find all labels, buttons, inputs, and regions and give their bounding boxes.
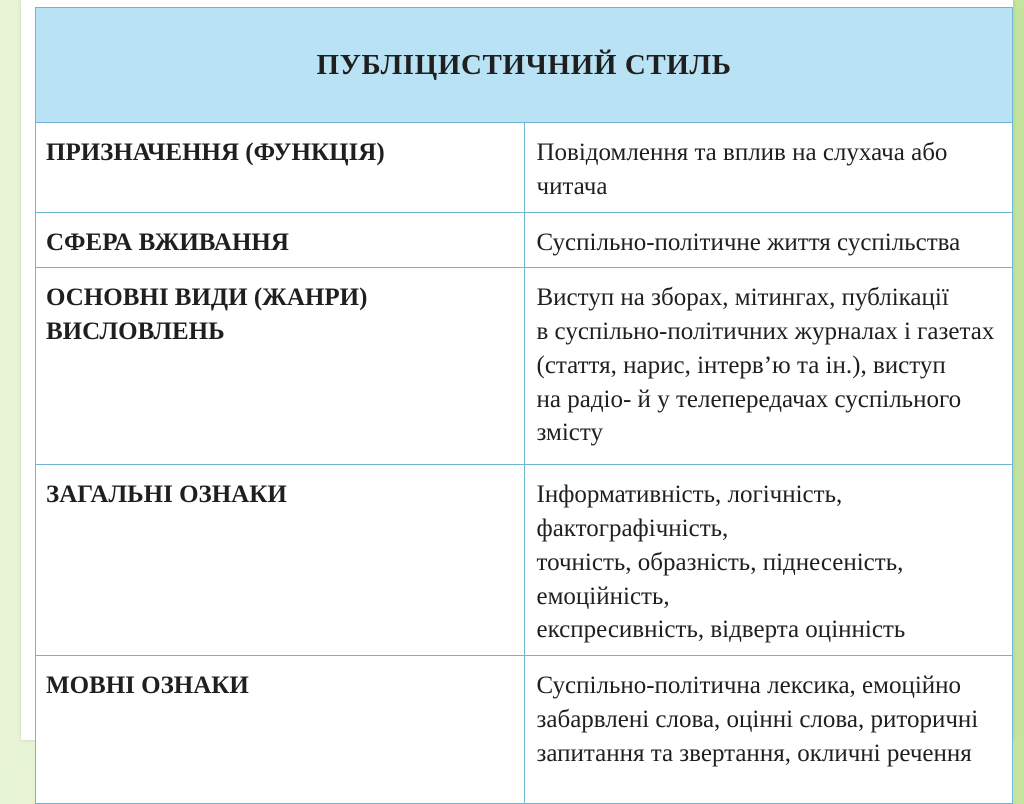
table-row-language-features: [36, 656, 1013, 804]
row-label-general-features: ЗАГАЛЬНІ ОЗНАКИ: [36, 465, 525, 656]
row-label-purpose: ПРИЗНАЧЕННЯ (ФУНКЦІЯ): [36, 123, 525, 213]
style-table-container: [35, 7, 1013, 767]
row-value-purpose: Повідомлення та вплив на слухача або читача: [524, 123, 1013, 213]
row-label-language-features: МОВНІ ОЗНАКИ: [36, 656, 525, 804]
style-characteristics-table: [35, 7, 1013, 804]
table-header-row: [36, 8, 1013, 123]
row-value-language-features: Суспільно-політична лексика, емоційно забарвлені слова, оцінні слова, риторичні запитання та звертання, окличні речення: [524, 656, 1013, 804]
table-title: ПУБЛІЦИСТИЧНИЙ СТИЛЬ: [36, 8, 1013, 123]
table-row-purpose: [36, 123, 1013, 213]
row-value-genres: Виступ на зборах, мітингах, публікації в суспільно-політичних журналах і газетах (стаття, нарис, інтерв’ю та ін.), виступ на радіо- й у телепередачах суспільного змісту: [524, 268, 1013, 465]
table-row-sphere: [36, 212, 1013, 268]
table-row-genres: [36, 268, 1013, 465]
table-row-general-features: [36, 465, 1013, 656]
row-value-sphere: Суспільно-політичне життя суспільства: [524, 212, 1013, 268]
row-label-genres: ОСНОВНІ ВИДИ (ЖАНРИ) ВИСЛОВЛЕНЬ: [36, 268, 525, 465]
row-value-general-features: Інформативність, логічність, фактографічність, точність, образність, піднесеність, емоційність, експресивність, відверта оцінність: [524, 465, 1013, 656]
row-label-sphere: СФЕРА ВЖИВАННЯ: [36, 212, 525, 268]
